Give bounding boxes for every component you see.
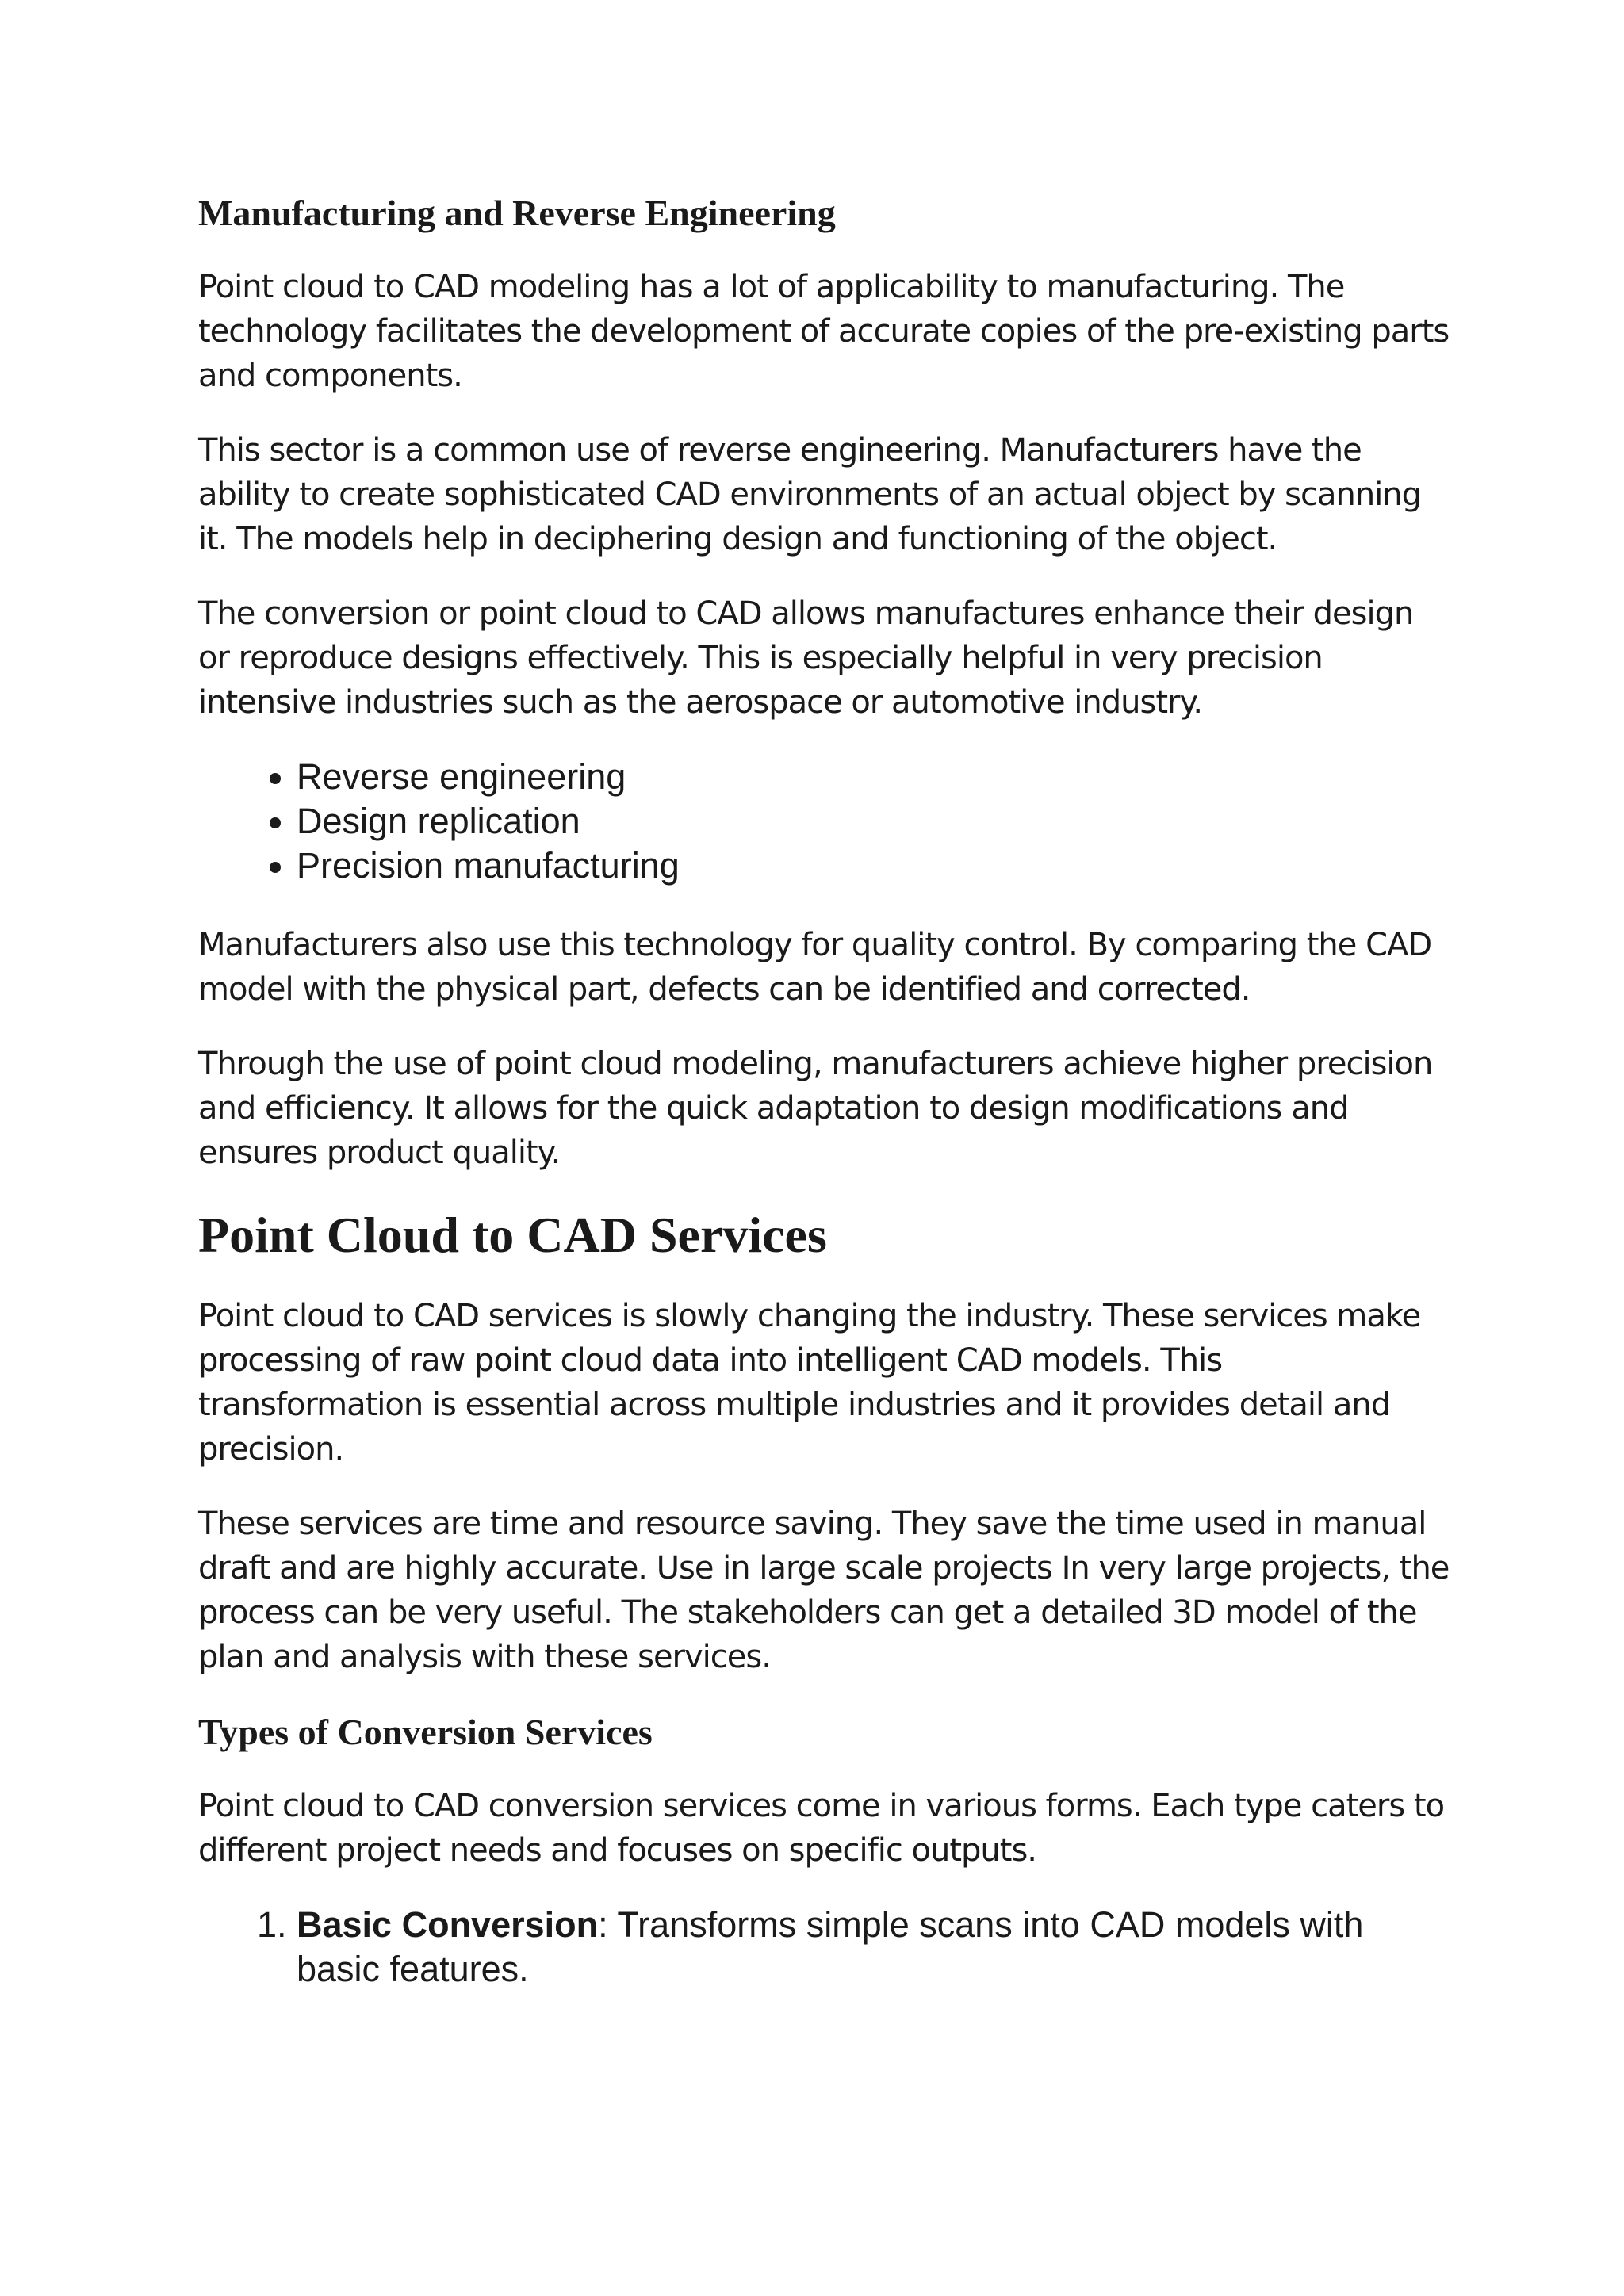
paragraph: The conversion or point cloud to CAD allows manufactures enhance their design or reproduce designs effectively. This is especially helpful in very precision intensive industries such as the aerospace or automotive industry. [198, 595, 1414, 721]
section-heading-services: Point Cloud to CAD Services [198, 1207, 827, 1263]
paragraph: This sector is a common use of reverse engineering. Manufacturers have the ability to create sophisticated CAD environments of an actual object by scanning it. The models help in deciphering design and functioning of the object. [198, 432, 1422, 557]
list-item: • Design replication [297, 799, 1451, 844]
section-heading-manufacturing: Manufacturing and Reverse Engineering [198, 193, 836, 233]
section-heading-types: Types of Conversion Services [198, 1712, 653, 1752]
list-item [297, 1903, 1451, 1992]
list-item: • Reverse engineering [297, 755, 1451, 799]
list-item-term: Basic Conversion [297, 1904, 599, 1945]
paragraph: Through the use of point cloud modeling, manufacturers achieve higher precision and efficiency. It allows for the quick adaptation to design modifications and ensures product quality. [198, 1046, 1433, 1171]
list-item-text: : Transforms simple scans into CAD models with basic features. [297, 1904, 1364, 1989]
document-page [198, 190, 1451, 2026]
list-item: • Precision manufacturing [297, 844, 1451, 888]
bullet-list [198, 755, 1451, 888]
paragraph: Point cloud to CAD services is slowly changing the industry. These services make processing of raw point cloud data into intelligent CAD models. This transformation is essential across multiple industries and it provides detail and precision. [198, 1298, 1421, 1468]
paragraph: Point cloud to CAD modeling has a lot of applicability to manufacturing. The technology facilitates the development of accurate copies of the pre-existing parts and components. [198, 269, 1450, 394]
numbered-list [198, 1903, 1451, 1992]
paragraph: These services are time and resource saving. They save the time used in manual draft and are highly accurate. Use in large scale projects In very large projects, the process can be very useful. The stakeholders can get a detailed 3D model of the plan and analysis with these services. [198, 1506, 1450, 1675]
paragraph: Point cloud to CAD conversion services come in various forms. Each type caters to different project needs and focuses on specific outputs. [198, 1788, 1445, 1869]
paragraph: Manufacturers also use this technology for quality control. By comparing the CAD model with the physical part, defects can be identified and corrected. [198, 927, 1432, 1008]
